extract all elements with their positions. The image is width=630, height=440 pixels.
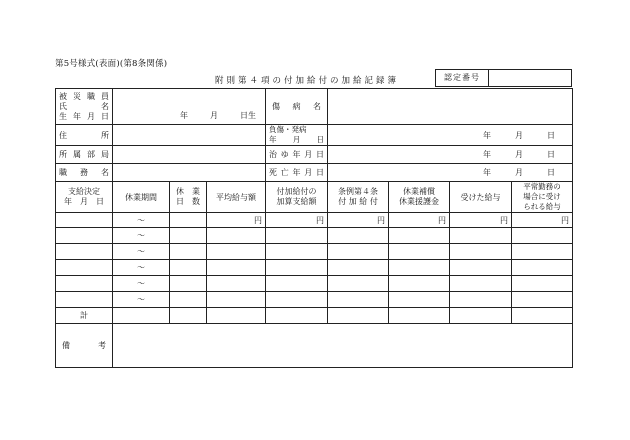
table-row[interactable] xyxy=(56,228,573,244)
remarks-label-char1: 備 xyxy=(62,341,70,350)
remarks-row xyxy=(56,324,573,368)
injury-date-label-cell xyxy=(266,125,328,146)
yen-unit: 円 xyxy=(266,213,328,228)
injury-date-cell[interactable]: 年 月 日 xyxy=(328,125,573,146)
birthdate-label: 生 年 月 日 xyxy=(59,111,109,121)
remarks-label-cell xyxy=(56,324,113,368)
table-row[interactable] xyxy=(56,244,573,260)
col-decision-date-header: 支給決定 年 月 日 xyxy=(56,182,113,213)
department-value-cell[interactable] xyxy=(113,146,266,164)
column-header-row xyxy=(56,182,573,213)
birth-month-unit: 月 xyxy=(210,111,219,120)
period-tilde: ～ xyxy=(113,213,170,228)
period-tilde: ～ xyxy=(113,292,170,308)
cure-date-cell[interactable]: 年 月 日 xyxy=(328,146,573,164)
col-compensation-header: 休業補償 休業援護金 xyxy=(389,182,450,213)
col-average-salary-header: 平均給与額 xyxy=(207,182,266,213)
job-value-cell[interactable] xyxy=(113,164,266,182)
injury-label-line1: 負傷・発病 xyxy=(269,125,307,134)
remarks-label-char2: 考 xyxy=(98,341,106,350)
disease-label: 傷 病 名 xyxy=(266,89,328,125)
form-title: 附則第４項の付加給付の加給記録簿 xyxy=(215,76,400,86)
record-form-table xyxy=(55,88,573,368)
period-tilde: ～ xyxy=(113,260,170,276)
form-caption: 第5号様式(表面)(第8条関係) xyxy=(55,59,168,69)
name-label: 氏 名 xyxy=(59,101,109,111)
period-tilde: ～ xyxy=(113,244,170,260)
cure-date-label: 治ゆ年月日 xyxy=(266,146,328,164)
address-label: 住 所 xyxy=(56,125,113,146)
yen-unit: 円 xyxy=(389,213,450,228)
yen-unit: 円 xyxy=(207,213,266,228)
victim-label: 被 災 職 員 xyxy=(59,91,109,101)
department-label: 所 属 部 局 xyxy=(56,146,113,164)
table-row[interactable] xyxy=(56,213,573,228)
col-received-salary-header: 受けた給与 xyxy=(450,182,512,213)
col-ordinance-benefit-header: 条例第４条 付 加 給 付 xyxy=(328,182,389,213)
job-label: 職 務 名 xyxy=(56,164,113,182)
yen-unit: 円 xyxy=(512,213,573,228)
remarks-value-cell[interactable] xyxy=(113,324,573,368)
department-row xyxy=(56,146,573,164)
job-row xyxy=(56,164,573,182)
birth-day-unit: 日生 xyxy=(240,111,257,120)
col-leave-days-header: 休 業 日 数 xyxy=(170,182,207,213)
total-row[interactable] xyxy=(56,308,573,324)
authorization-number-label: 認定番号 xyxy=(436,70,489,86)
address-value-cell[interactable] xyxy=(113,125,266,146)
victim-label-cell xyxy=(56,89,113,125)
table-row[interactable] xyxy=(56,276,573,292)
death-date-cell[interactable]: 年 月 日 xyxy=(328,164,573,182)
table-row[interactable] xyxy=(56,292,573,308)
col-added-benefit-header: 付加給付の 加算支給額 xyxy=(266,182,328,213)
disease-value-cell[interactable] xyxy=(328,89,573,125)
col-leave-period-header: 休業期間 xyxy=(113,182,170,213)
total-label: 計 xyxy=(56,308,113,324)
col-normal-salary-header: 平常勤務の 場合に受け られる給与 xyxy=(512,182,573,213)
authorization-number-box[interactable] xyxy=(435,69,572,87)
table-row[interactable] xyxy=(56,260,573,276)
victim-row xyxy=(56,89,573,125)
yen-unit: 円 xyxy=(328,213,389,228)
victim-value-cell[interactable] xyxy=(113,89,266,125)
yen-unit: 円 xyxy=(450,213,512,228)
birth-year-unit: 年 xyxy=(180,111,189,120)
injury-label-line2: 年 月 日 xyxy=(269,135,325,144)
address-row xyxy=(56,125,573,146)
period-tilde: ～ xyxy=(113,228,170,244)
period-tilde: ～ xyxy=(113,276,170,292)
death-date-label: 死亡年月日 xyxy=(266,164,328,182)
